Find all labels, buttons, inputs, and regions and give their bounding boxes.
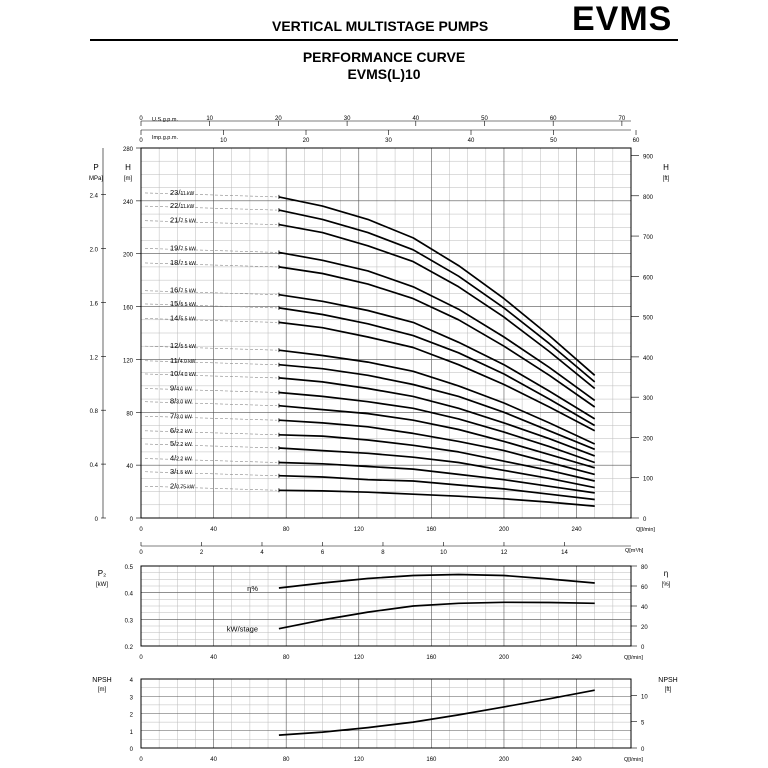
curve-label-14: 14/5.5 kW: [170, 313, 196, 323]
right-tick-label: 0: [643, 517, 647, 523]
top-tick-label-usgpm: 70: [618, 116, 626, 122]
x-tick-label: 120: [353, 527, 364, 533]
pressure-tick-label: 1.2: [89, 355, 98, 362]
pressure-tick-label: 2.4: [89, 193, 98, 200]
power-tick-label: 0.2: [124, 645, 133, 651]
y-tick-label: 280: [122, 147, 133, 153]
top-tick-label-usgpm: 20: [275, 116, 282, 122]
right-tick-label: 400: [643, 355, 654, 362]
x-tick-label: 200: [498, 655, 509, 661]
right-tick-label: 500: [643, 315, 654, 322]
top-axis-usgpm-label: U.S.g.p.m.: [152, 117, 178, 123]
efficiency-tick-label: 20: [641, 625, 648, 631]
efficiency-tick-label: 0: [641, 645, 645, 651]
right-tick-label: 300: [643, 396, 654, 403]
efficiency-axis-unit: [%]: [661, 582, 671, 588]
m3h-axis-label: Q[m³/h]: [625, 548, 644, 554]
m3h-tick-label: 14: [561, 550, 568, 556]
leader-line: [145, 263, 277, 267]
top-tick-label-usgpm: 50: [481, 116, 488, 122]
head-curve-23-stages: [279, 197, 595, 375]
leader-line: [145, 318, 277, 322]
power-axis-unit: [kW]: [96, 582, 108, 588]
efficiency-curve-label: η%: [247, 584, 258, 593]
curve-label-5: 5/2.2 kW: [170, 439, 192, 448]
efficiency-tick-label: 80: [641, 565, 648, 571]
head-curve-6-stages: [279, 435, 595, 481]
npsh-ft-axis-unit: [ft]: [664, 687, 672, 693]
leader-line: [145, 402, 277, 406]
curve-label-10: 10/4.0 kW: [170, 368, 196, 378]
x-tick-label: 160: [426, 527, 437, 533]
npsh-tick-label: 2: [129, 712, 133, 719]
leader-line: [145, 374, 277, 378]
curve-label-6: 6/2.2 kW: [170, 425, 192, 435]
curve-label-18: 18/7.5 kW: [170, 257, 196, 267]
m3h-tick-label: 4: [260, 550, 264, 556]
pressure-axis-label: P: [93, 163, 99, 172]
right-tick-label: 100: [643, 476, 654, 483]
curve-label-11: 11/4.0 kW: [170, 355, 196, 365]
leader-line: [145, 248, 277, 252]
x-tick-label: 0: [139, 757, 143, 763]
curve-label-8: 8/3.0 kW: [170, 396, 192, 406]
y-axis-label: H: [125, 163, 131, 172]
m3h-tick-label: 12: [500, 550, 508, 556]
leader-line: [145, 444, 277, 448]
x-axis-label: Q[l/min]: [624, 757, 643, 763]
curve-label-3: 3/1.5 kW: [170, 466, 192, 476]
x-tick-label: 200: [498, 757, 509, 763]
pressure-tick-label: 0: [94, 517, 98, 523]
y-tick-label: 40: [126, 464, 133, 471]
curve-label-16: 16/7.5 kW: [170, 285, 196, 295]
x-tick-label: 40: [210, 527, 217, 533]
top-tick-label-impgpm: 50: [550, 138, 557, 144]
m3h-tick-label: 8: [381, 550, 385, 556]
x-axis-label: Q[l/min]: [624, 655, 643, 661]
curve-label-4: 4/2.2 kW: [170, 453, 192, 463]
right-tick-label: 700: [643, 235, 654, 242]
y-tick-label: 160: [122, 305, 133, 312]
leader-line: [145, 431, 277, 435]
curve-label-22: 22/11 kW: [170, 201, 195, 211]
leader-line: [145, 206, 277, 210]
leader-line: [145, 291, 277, 295]
pressure-tick-label: 0.4: [89, 463, 98, 470]
npsh-tick-label: 1: [129, 729, 133, 736]
power-tick-label: 0.3: [124, 618, 133, 625]
top-tick-label-impgpm: 20: [302, 138, 310, 144]
m3h-tick-label: 2: [199, 550, 204, 556]
head-curve-7-stages: [279, 420, 595, 474]
leader-line: [145, 416, 277, 420]
top-tick-label-impgpm: 0: [139, 138, 143, 144]
top-tick-label-usgpm: 0: [139, 116, 143, 122]
leader-line: [145, 304, 277, 308]
y-tick-label: 200: [122, 252, 133, 259]
y-tick-label: 0: [129, 517, 133, 523]
pressure-tick-label: 2.0: [89, 247, 98, 254]
x-tick-label: 80: [282, 757, 290, 763]
leader-line: [145, 486, 277, 490]
y-axis-unit: [m]: [123, 176, 133, 182]
x-tick-label: 40: [210, 757, 217, 763]
top-tick-label-impgpm: 30: [385, 138, 392, 144]
x-axis-label: Q[l/min]: [636, 527, 655, 533]
power-curve-label: kW/stage: [226, 624, 258, 634]
leader-line: [145, 346, 277, 350]
curve-label-7: 7/3.0 kW: [170, 411, 192, 421]
npsh-curve: [279, 690, 595, 735]
x-tick-label: 80: [282, 655, 290, 661]
top-tick-label-usgpm: 30: [343, 116, 351, 122]
m3h-tick-label: 10: [440, 550, 447, 556]
head-curve-2-stages: [279, 490, 595, 506]
brand-logo: EVMS: [572, 0, 673, 38]
m3h-tick-label: 6: [320, 550, 325, 556]
npsh-tick-label: 4: [129, 678, 133, 684]
leader-line: [145, 193, 277, 197]
x-tick-label: 120: [353, 757, 364, 763]
leader-line: [145, 221, 277, 225]
power-tick-label: 0.4: [124, 591, 133, 598]
m3h-tick-label: 0: [139, 550, 143, 556]
efficiency-tick-label: 60: [641, 585, 648, 591]
curve-label-9: 9/4.0 kW: [170, 383, 192, 393]
npsh-tick-label: 0: [129, 747, 133, 753]
leader-line: [145, 389, 277, 393]
curve-label-23: 23/11 kW: [170, 187, 195, 197]
model-title: EVMS(L)10: [347, 66, 421, 82]
y-tick-label: 120: [122, 358, 133, 365]
right-tick-label: 900: [643, 154, 654, 161]
x-tick-label: 120: [353, 655, 364, 661]
npsh-axis-unit: [m]: [97, 687, 107, 693]
pressure-axis-unit: MPa]: [88, 176, 104, 182]
top-axis-impgpm-label: Imp.g.p.m.: [152, 135, 178, 141]
efficiency-axis-label: η: [663, 569, 669, 578]
power-curve: [279, 602, 595, 628]
x-tick-label: 40: [210, 655, 217, 661]
leader-line: [145, 459, 277, 463]
x-tick-label: 0: [139, 655, 143, 661]
x-tick-label: 240: [571, 655, 582, 661]
leader-line: [145, 361, 277, 365]
right-tick-label: 600: [643, 275, 654, 282]
right-tick-label: 200: [643, 436, 654, 443]
efficiency-tick-label: 40: [641, 605, 648, 611]
npsh-ft-tick-label: 5: [641, 720, 645, 727]
curve-label-2: 2/0.75 kW: [170, 481, 195, 491]
x-tick-label: 240: [571, 527, 582, 533]
top-tick-label-impgpm: 10: [220, 138, 227, 144]
power-tick-label: 0.5: [124, 565, 133, 571]
top-tick-label-usgpm: 60: [549, 116, 557, 122]
npsh-axis-label: NPSH: [92, 677, 112, 684]
npsh-tick-label: 3: [129, 695, 133, 702]
npsh-ft-axis-label: NPSH: [658, 677, 678, 684]
curve-label-12: 12/5.5 kW: [170, 341, 196, 351]
x-tick-label: 200: [498, 527, 509, 533]
y-tick-label: 240: [122, 199, 133, 206]
page-title: VERTICAL MULTISTAGE PUMPS: [272, 18, 489, 34]
x-tick-label: 160: [426, 655, 437, 661]
right-axis-label: H: [663, 163, 669, 172]
curve-label-21: 21/7.5 kW: [170, 215, 196, 225]
pressure-tick-label: 0.8: [89, 409, 98, 416]
x-tick-label: 80: [282, 527, 290, 533]
top-tick-label-usgpm: 40: [412, 116, 420, 122]
npsh-ft-tick-label: 10: [641, 694, 648, 701]
x-tick-label: 240: [571, 757, 582, 763]
power-axis-label: P₂: [97, 569, 107, 578]
pressure-tick-label: 1.6: [89, 301, 98, 308]
npsh-ft-tick-label: 0: [641, 747, 645, 753]
leader-line: [145, 472, 277, 476]
right-tick-label: 800: [643, 194, 654, 201]
top-tick-label-impgpm: 40: [467, 138, 475, 144]
right-axis-unit: [ft]: [662, 176, 670, 182]
curve-label-15: 15/5.5 kW: [170, 298, 196, 308]
chart-title: PERFORMANCE CURVE: [302, 49, 466, 65]
x-tick-label: 0: [139, 527, 143, 533]
x-tick-label: 160: [426, 757, 437, 763]
top-tick-label-impgpm: 60: [632, 138, 640, 144]
top-tick-label-usgpm: 10: [206, 116, 214, 122]
y-tick-label: 80: [126, 411, 133, 418]
curve-label-19: 19/7.5 kW: [170, 243, 196, 253]
